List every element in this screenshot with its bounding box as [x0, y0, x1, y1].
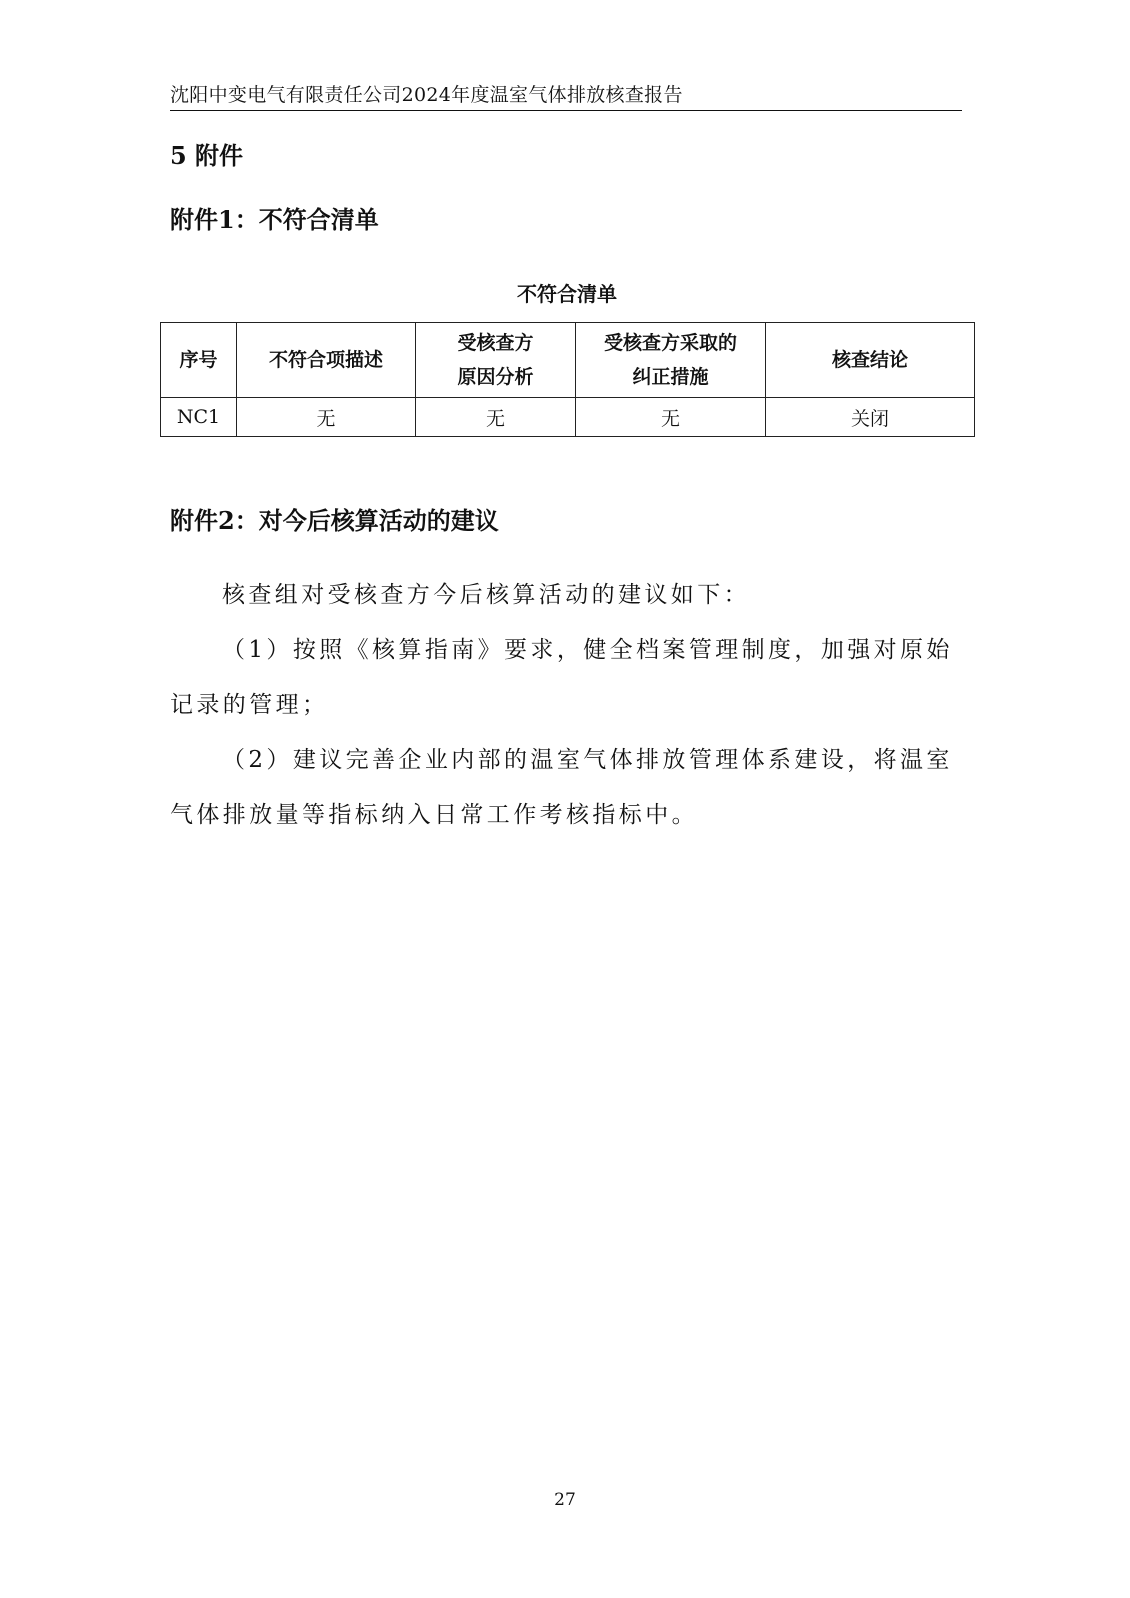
cell-serial: NC1	[161, 398, 237, 437]
header-rule	[170, 110, 962, 111]
col-header-conclusion	[766, 323, 975, 398]
nonconformity-table	[160, 322, 975, 437]
table-row	[161, 398, 975, 437]
cell-conclusion: 关闭	[766, 398, 975, 437]
col-header-serial-line1: 序号	[179, 349, 218, 371]
section-title: 5 附件	[170, 141, 244, 170]
suggestion-item-2: （2）建议完善企业内部的温室气体排放管理体系建设，将温室气体排放量等指标纳入日常工作考核指标中。	[170, 747, 953, 828]
table-caption: 不符合清单	[517, 282, 617, 306]
col-header-description	[237, 323, 416, 398]
cell-description: 无	[237, 398, 416, 437]
running-header: 沈阳中变电气有限责任公司2024年度温室气体排放核查报告	[170, 84, 683, 106]
col-header-serial	[161, 323, 237, 398]
col-header-conclusion-line1: 核查结论	[831, 349, 908, 371]
cell-cause-analysis: 无	[416, 398, 576, 437]
page-number: 27	[554, 1490, 576, 1510]
col-header-cause-line2: 原因分析	[457, 366, 534, 388]
table-header-row	[161, 323, 975, 398]
cell-corrective-action: 无	[576, 398, 766, 437]
annex2-intro: 核查组对受核查方今后核算活动的建议如下：	[222, 582, 750, 608]
suggestion-item-1: （1）按照《核算指南》要求，健全档案管理制度，加强对原始记录的管理；	[170, 637, 953, 718]
annex2-title: 附件2：对今后核算活动的建议	[170, 506, 499, 535]
annex1-title: 附件1：不符合清单	[170, 205, 379, 234]
col-header-cause-line1: 受核查方	[457, 332, 534, 354]
col-header-corrective-line2: 纠正措施	[632, 366, 709, 388]
col-header-cause-analysis	[416, 323, 576, 398]
col-header-corrective-line1: 受核查方采取的	[603, 332, 737, 354]
col-header-corrective-action	[576, 323, 766, 398]
col-header-description-line1: 不符合项描述	[268, 349, 383, 371]
